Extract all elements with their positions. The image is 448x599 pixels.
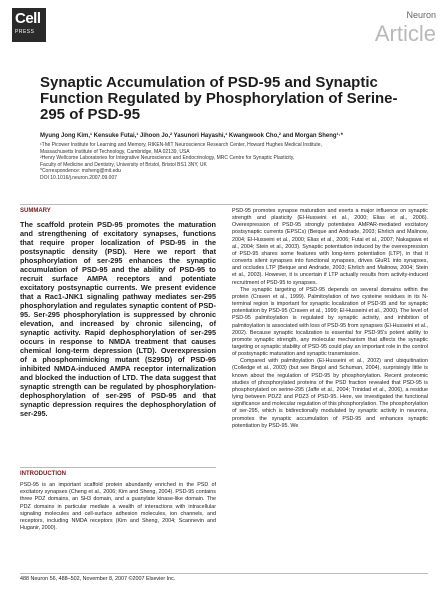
affiliation-line: ¹The Picower Institute for Learning and Memory, RIKEN-MIT Neuroscience Research Center, Howard Hughes Medical Institute, xyxy=(40,142,322,148)
body-paragraph: Compared with palmitoylation (El-Husseini et al., 2002) and ubiquitination (Colledge et al., 2003) (but see Bingol and Schuman, 2004), surprisingly little is known about the regulation of PSD-95 by phosphorylation. Recent proteomic studies of phosphorylated proteins of the PSD fraction revealed that PSD-95 is phosphorylated on serine-295 (Jaffe et al., 2004; Trinidad et al., 2006), a residue lying between PDZ2 and PDZ3 of PSD-95. Here, we investigated the functional significance and molecular regulation of this phosphorylation. The phosphorylation of ser-295, which is bidirectionally modulated by synaptic activity in neurons, promotes the synaptic accumulation of PSD-95 and enhances synaptic potentiation by PSD-95. We xyxy=(232,358,428,429)
affiliation-line: Faculty of Medicine and Dentistry, University of Bristol, Bristol BS1 3NY, UK xyxy=(40,161,207,168)
body-paragraph: PSD-95 promotes synapse maturation and exerts a major influence on synaptic strength and plasticity (El-Husseini et al., 2000; Elias et al., 2006). Overexpression of PSD-95 strongly potentiates AMPAR-mediated excitatory postsynaptic currents (EPSCs) (Beique and Andrade, 2003; Ehrlich and Malinow, 2004; El-Husseini et al., 2000; Elias et al., 2006; Futai et al., 2007; Nakagawa et al., 2004; Stein et al., 2003). Synaptic potentiation induced by the overexpression of PSD-95 shares some features with long-term potentiation (LTP), in that it converts silent synapses into functional synapses, drives GluR1 into synapses, and occludes LTP (Beique and Andrade, 2003; Ehrlich and Malinow, 2004; Stein et al., 2003). However, it is uncertain if LTP actually results from activity-induced recruitment of PSD-95 to synapses. xyxy=(232,208,428,286)
logo-text-press: PRESS xyxy=(15,29,35,35)
correspondence-email[interactable]: *Correspondence: msheng@mit.edu xyxy=(40,168,121,175)
affiliations xyxy=(40,142,400,182)
right-column xyxy=(232,208,428,430)
summary-text: The scaffold protein PSD-95 promotes the maturation and strengthening of excitatory synapses, functions that require proper localization of PSD-95 in the postsynaptic density (PSD). Here we report that phosphorylation of ser-295 enhances the synaptic accumulation of PSD-95 and the ability of PSD-95 to recruit surface AMPA receptors and potentiate excitatory postsynaptic currents. We present evidence that a Rac1-JNK1 signaling pathway mediates ser-295 phosphorylation and regulates synaptic content of PSD-95. Ser-295 phosphorylation is suppressed by chronic elevation, and increased by chronic silencing, of synaptic activity. Rapid dephosphorylation of ser-295 occurs in response to NMDA treatment that causes chemical long-term depression (LTD). Overexpression of a phosphomimicking mutant (S295D) of PSD-95 inhibited NMDA-induced AMPA receptor internalization and blocked the induction of LTD. The data suggest that synaptic strength can be regulated by phosphorylation-dephosphorylation of ser-295 of PSD-95 and that synaptic depression requires the dephosphorylation of ser-295. xyxy=(20,220,216,418)
paper-title: Synaptic Accumulation of PSD-95 and Synaptic Function Regulated by Phosphorylation of Serine-295 of PSD-95 xyxy=(40,74,398,123)
author-list: Myung Jong Kim,¹ Kensuke Futai,¹ Jihoon Jo,² Yasunori Hayashi,¹ Kwangwook Cho,² and Morgan Sheng¹·* xyxy=(40,133,343,139)
doi-link[interactable]: DOI 10.1016/j.neuron.2007.09.007 xyxy=(40,174,118,181)
divider xyxy=(20,467,216,468)
article-type: Article xyxy=(374,21,436,46)
affiliation-line: ²Henry Wellcome Laboratories for Integrative Neuroscience and Endocrinology, MRC Centre for Synaptic Plasticity, xyxy=(40,155,295,162)
divider xyxy=(20,573,428,574)
summary-heading: SUMMARY xyxy=(20,208,51,214)
left-column xyxy=(20,208,216,418)
journal-name: Neuron xyxy=(406,10,436,20)
logo-text-cell: Cell xyxy=(15,10,41,27)
divider xyxy=(20,204,428,205)
introduction-heading: INTRODUCTION xyxy=(20,471,66,477)
affiliation-line: Massachusetts Institute of Technology, Cambridge, MA 02139, USA xyxy=(40,148,190,155)
page-footer: 488 Neuron 56, 488–502, November 8, 2007 ©2007 Elsevier Inc. xyxy=(20,576,176,582)
introduction-text: PSD-95 is an important scaffold protein abundantly enriched in the PSD of excitatory synapses (Cheng et al., 2006; Kim and Sheng, 2004). PSD-95 contains three PDZ domains, an SH3 domain, and a guanylate kinase-like domain. The PDZ domains in particular mediate a wealth of interactions with intracellular signaling molecules and cell-surface adhesion molecules, ion channels, and receptors, including NMDA receptors (Kim and Sheng, 2004; Scannevin and Huganir, 2000). xyxy=(20,482,216,532)
body-paragraph: The synaptic targeting of PSD-95 depends on several domains within the protein (Craven et al., 1999). Palmitoylation of two cysteine residues in its N-terminal region is important for synaptic localization of PSD-95 and for synaptic potentiation by PSD-95 (Craven et al., 1999; El-Husseini et al., 2000). The level of PSD-95 palmitoylation is regulated by synaptic activity, and inhibition of palmitoylation is associated with loss of PSD-95 from synapses (El-Husseini et al., 2002). Because synaptic localization is essential for PSD-95's potent ability to promote synaptic strength, any molecular mechanism that affects the synaptic targeting or synaptic stability of PSD-95 could play an important role in the control of postsynaptic maturation and synaptic transmission. xyxy=(232,286,428,358)
cell-press-logo xyxy=(12,8,46,42)
